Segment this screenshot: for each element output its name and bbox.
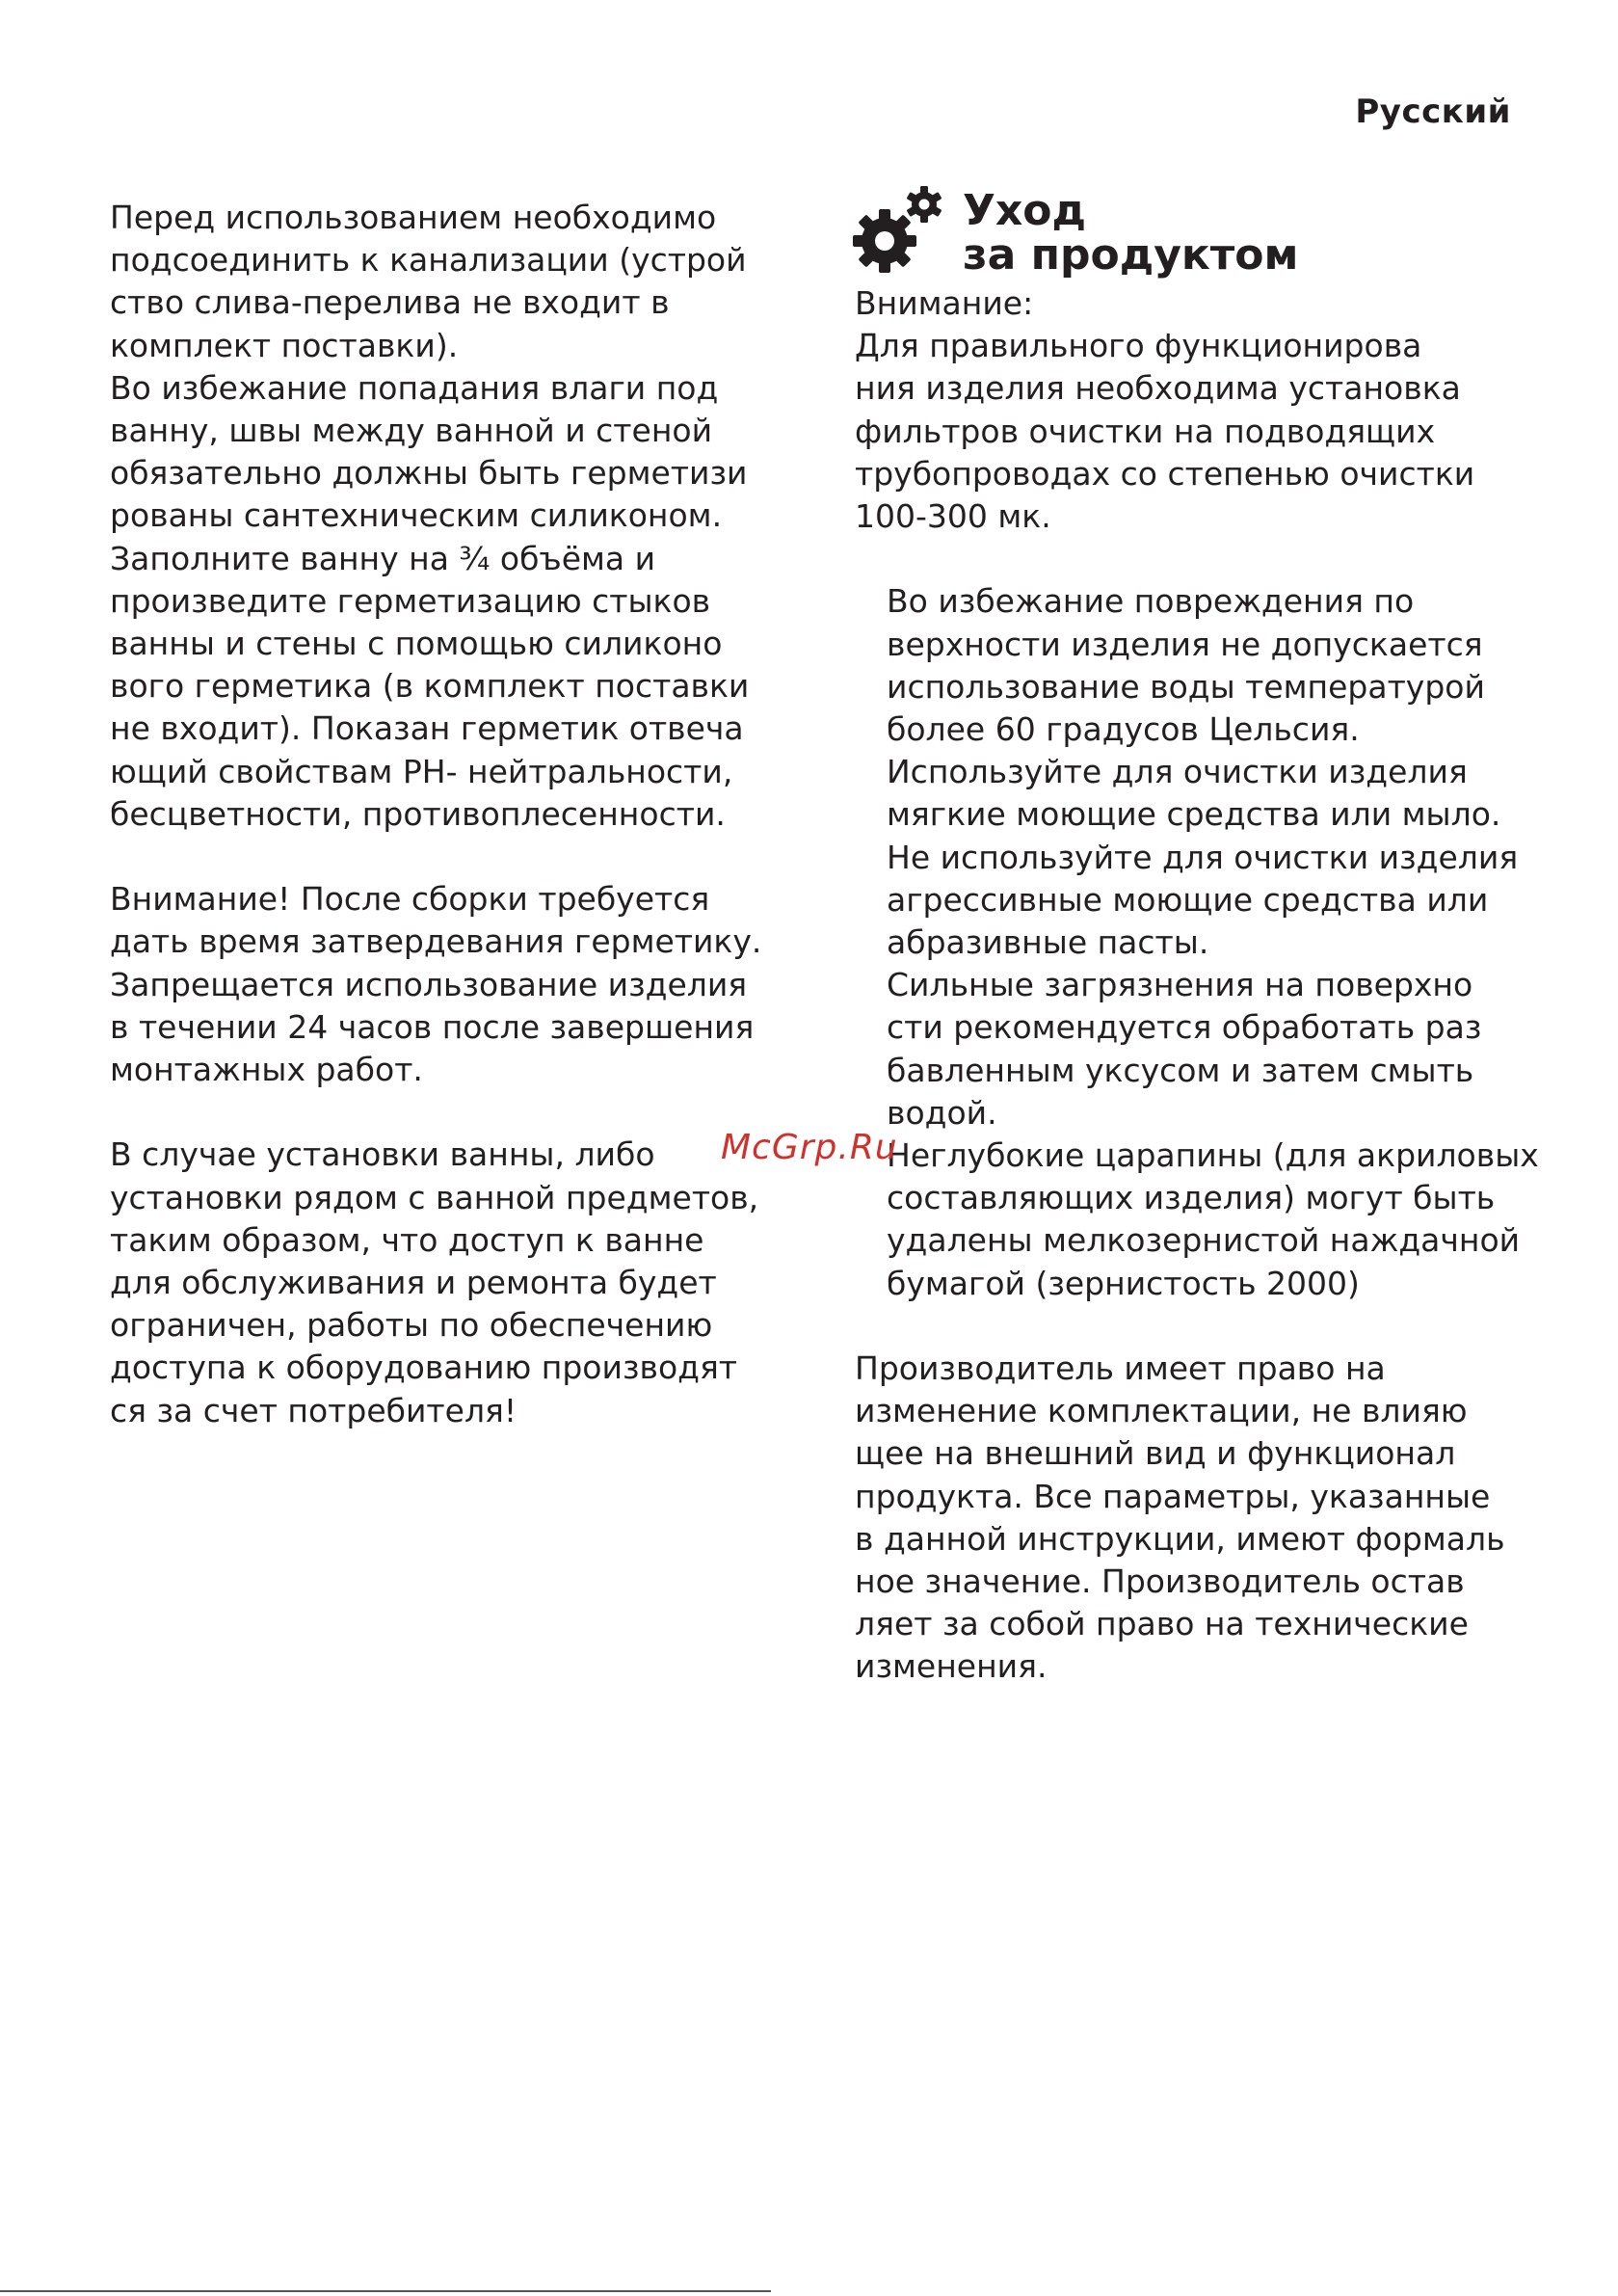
left-column bbox=[110, 197, 784, 1432]
text-line: доступа к оборудованию производят bbox=[110, 1348, 738, 1387]
gears-icon bbox=[853, 183, 949, 280]
text-line: бумагой (зернистость 2000) bbox=[887, 1264, 1360, 1302]
bottom-rule bbox=[0, 2290, 771, 2292]
text-line: не входит). Показан герметик отвеча bbox=[110, 709, 744, 748]
text-line: произведите герметизацию стыков bbox=[110, 581, 711, 620]
text-line: более 60 градусов Цельсия. bbox=[887, 710, 1360, 749]
text-line: продукта. Все параметры, указанные bbox=[855, 1477, 1491, 1515]
text-line: бесцветности, противоплесенности. bbox=[110, 794, 726, 833]
text-line: составляющих изделия) могут быть bbox=[887, 1179, 1496, 1217]
text-line: таким образом, что доступ к ванне bbox=[110, 1220, 704, 1259]
section-title-line2: за продуктом bbox=[963, 230, 1299, 280]
text-line: подсоединить к канализации (устрой bbox=[110, 241, 747, 280]
text-line: Неглубокие царапины (для акриловых bbox=[887, 1136, 1539, 1175]
text-line: изменения. bbox=[855, 1647, 1048, 1686]
paragraph-gap bbox=[855, 538, 1549, 580]
text-line: верхности изделия не допускается bbox=[887, 625, 1483, 663]
text-line: в течении 24 часов после завершения bbox=[110, 1007, 755, 1046]
text-line: Используйте для очистки изделия bbox=[887, 753, 1468, 791]
text-line: рованы сантехническим силиконом. bbox=[110, 496, 723, 535]
text-line: обязательно должны быть герметизи bbox=[110, 454, 748, 493]
text-line: ляет за собой право на технические bbox=[855, 1605, 1469, 1643]
text-line: ния изделия необходима установка bbox=[855, 369, 1461, 408]
text-line: ство слива-перелива не входит в bbox=[110, 283, 670, 322]
text-line: агрессивные моющие средства или bbox=[887, 880, 1489, 919]
text-line: ющий свойствам PH- нейтральности, bbox=[110, 752, 733, 790]
text-line: бавленным уксусом и затем смыть bbox=[887, 1051, 1474, 1089]
text-line: фильтров очистки на подводящих bbox=[855, 412, 1436, 450]
paragraph-gap bbox=[110, 1091, 784, 1134]
text-line: Производитель имеет право на bbox=[855, 1349, 1386, 1388]
text-line: Сильные загрязнения на поверхно bbox=[887, 966, 1473, 1004]
text-line: абразивные пасты. bbox=[887, 923, 1209, 962]
text-line: водой. bbox=[887, 1093, 997, 1132]
text-line: для обслуживания и ремонта будет bbox=[110, 1264, 717, 1302]
watermark: McGrp.Ru bbox=[721, 1128, 898, 1167]
text-line: Заполните ванну на ¾ объёма и bbox=[110, 539, 656, 577]
paragraph-gap bbox=[110, 836, 784, 878]
text-line: ное значение. Производитель остав bbox=[855, 1562, 1465, 1601]
text-line: Для правильного функционирова bbox=[855, 327, 1422, 365]
text-line: удалены мелкозернистой наждачной bbox=[887, 1221, 1521, 1260]
text-line: ограничен, работы по обеспечению bbox=[110, 1306, 713, 1345]
text-line: Не используйте для очистки изделия bbox=[887, 838, 1519, 876]
text-line: 100-300 мк. bbox=[855, 497, 1051, 536]
text-line: ванны и стены с помощью силиконо bbox=[110, 625, 723, 663]
text-line: Внимание! После сборки требуется bbox=[110, 880, 710, 919]
text-line: сти рекомендуется обработать раз bbox=[887, 1008, 1482, 1047]
paragraph-gap bbox=[855, 1305, 1549, 1348]
text-line: Во избежание повреждения по bbox=[887, 582, 1415, 621]
text-line: использование воды температурой bbox=[887, 667, 1485, 706]
text-line: ся за счет потребителя! bbox=[110, 1391, 517, 1429]
text-line: ванну, швы между ванной и стеной bbox=[110, 412, 713, 450]
text-line: Перед использованием необходимо bbox=[110, 199, 717, 236]
text-line: монтажных работ. bbox=[110, 1051, 423, 1089]
text-line: вого герметика (в комплект поставки bbox=[110, 667, 750, 706]
right-column bbox=[855, 282, 1549, 1689]
care-instructions bbox=[855, 580, 1549, 1304]
section-title-line1: Уход bbox=[963, 186, 1087, 235]
text-line: комплект поставки). bbox=[110, 326, 459, 364]
section-heading bbox=[853, 183, 1527, 280]
text-line: трубопроводах со степенью очистки bbox=[855, 454, 1475, 493]
text-line: дать время затвердевания герметику. bbox=[110, 922, 762, 961]
text-line: В случае установки ванны, либо bbox=[110, 1135, 655, 1174]
text-line: Запрещается использование изделия bbox=[110, 965, 748, 1003]
text-line: Во избежание попадания влаги под bbox=[110, 368, 719, 407]
language-label: Русский bbox=[1355, 93, 1511, 131]
text-line: изменение комплектации, не влияю bbox=[855, 1392, 1468, 1430]
section-title bbox=[963, 186, 1299, 280]
text-line: щее на внешний вид и функционал bbox=[855, 1434, 1456, 1473]
text-line: установки рядом с ванной предметов, bbox=[110, 1178, 759, 1216]
text-line: мягкие моющие средства или мыло. bbox=[887, 795, 1501, 834]
text-line: Внимание: bbox=[855, 284, 1034, 322]
text-line: в данной инструкции, имеют формаль bbox=[855, 1519, 1505, 1558]
